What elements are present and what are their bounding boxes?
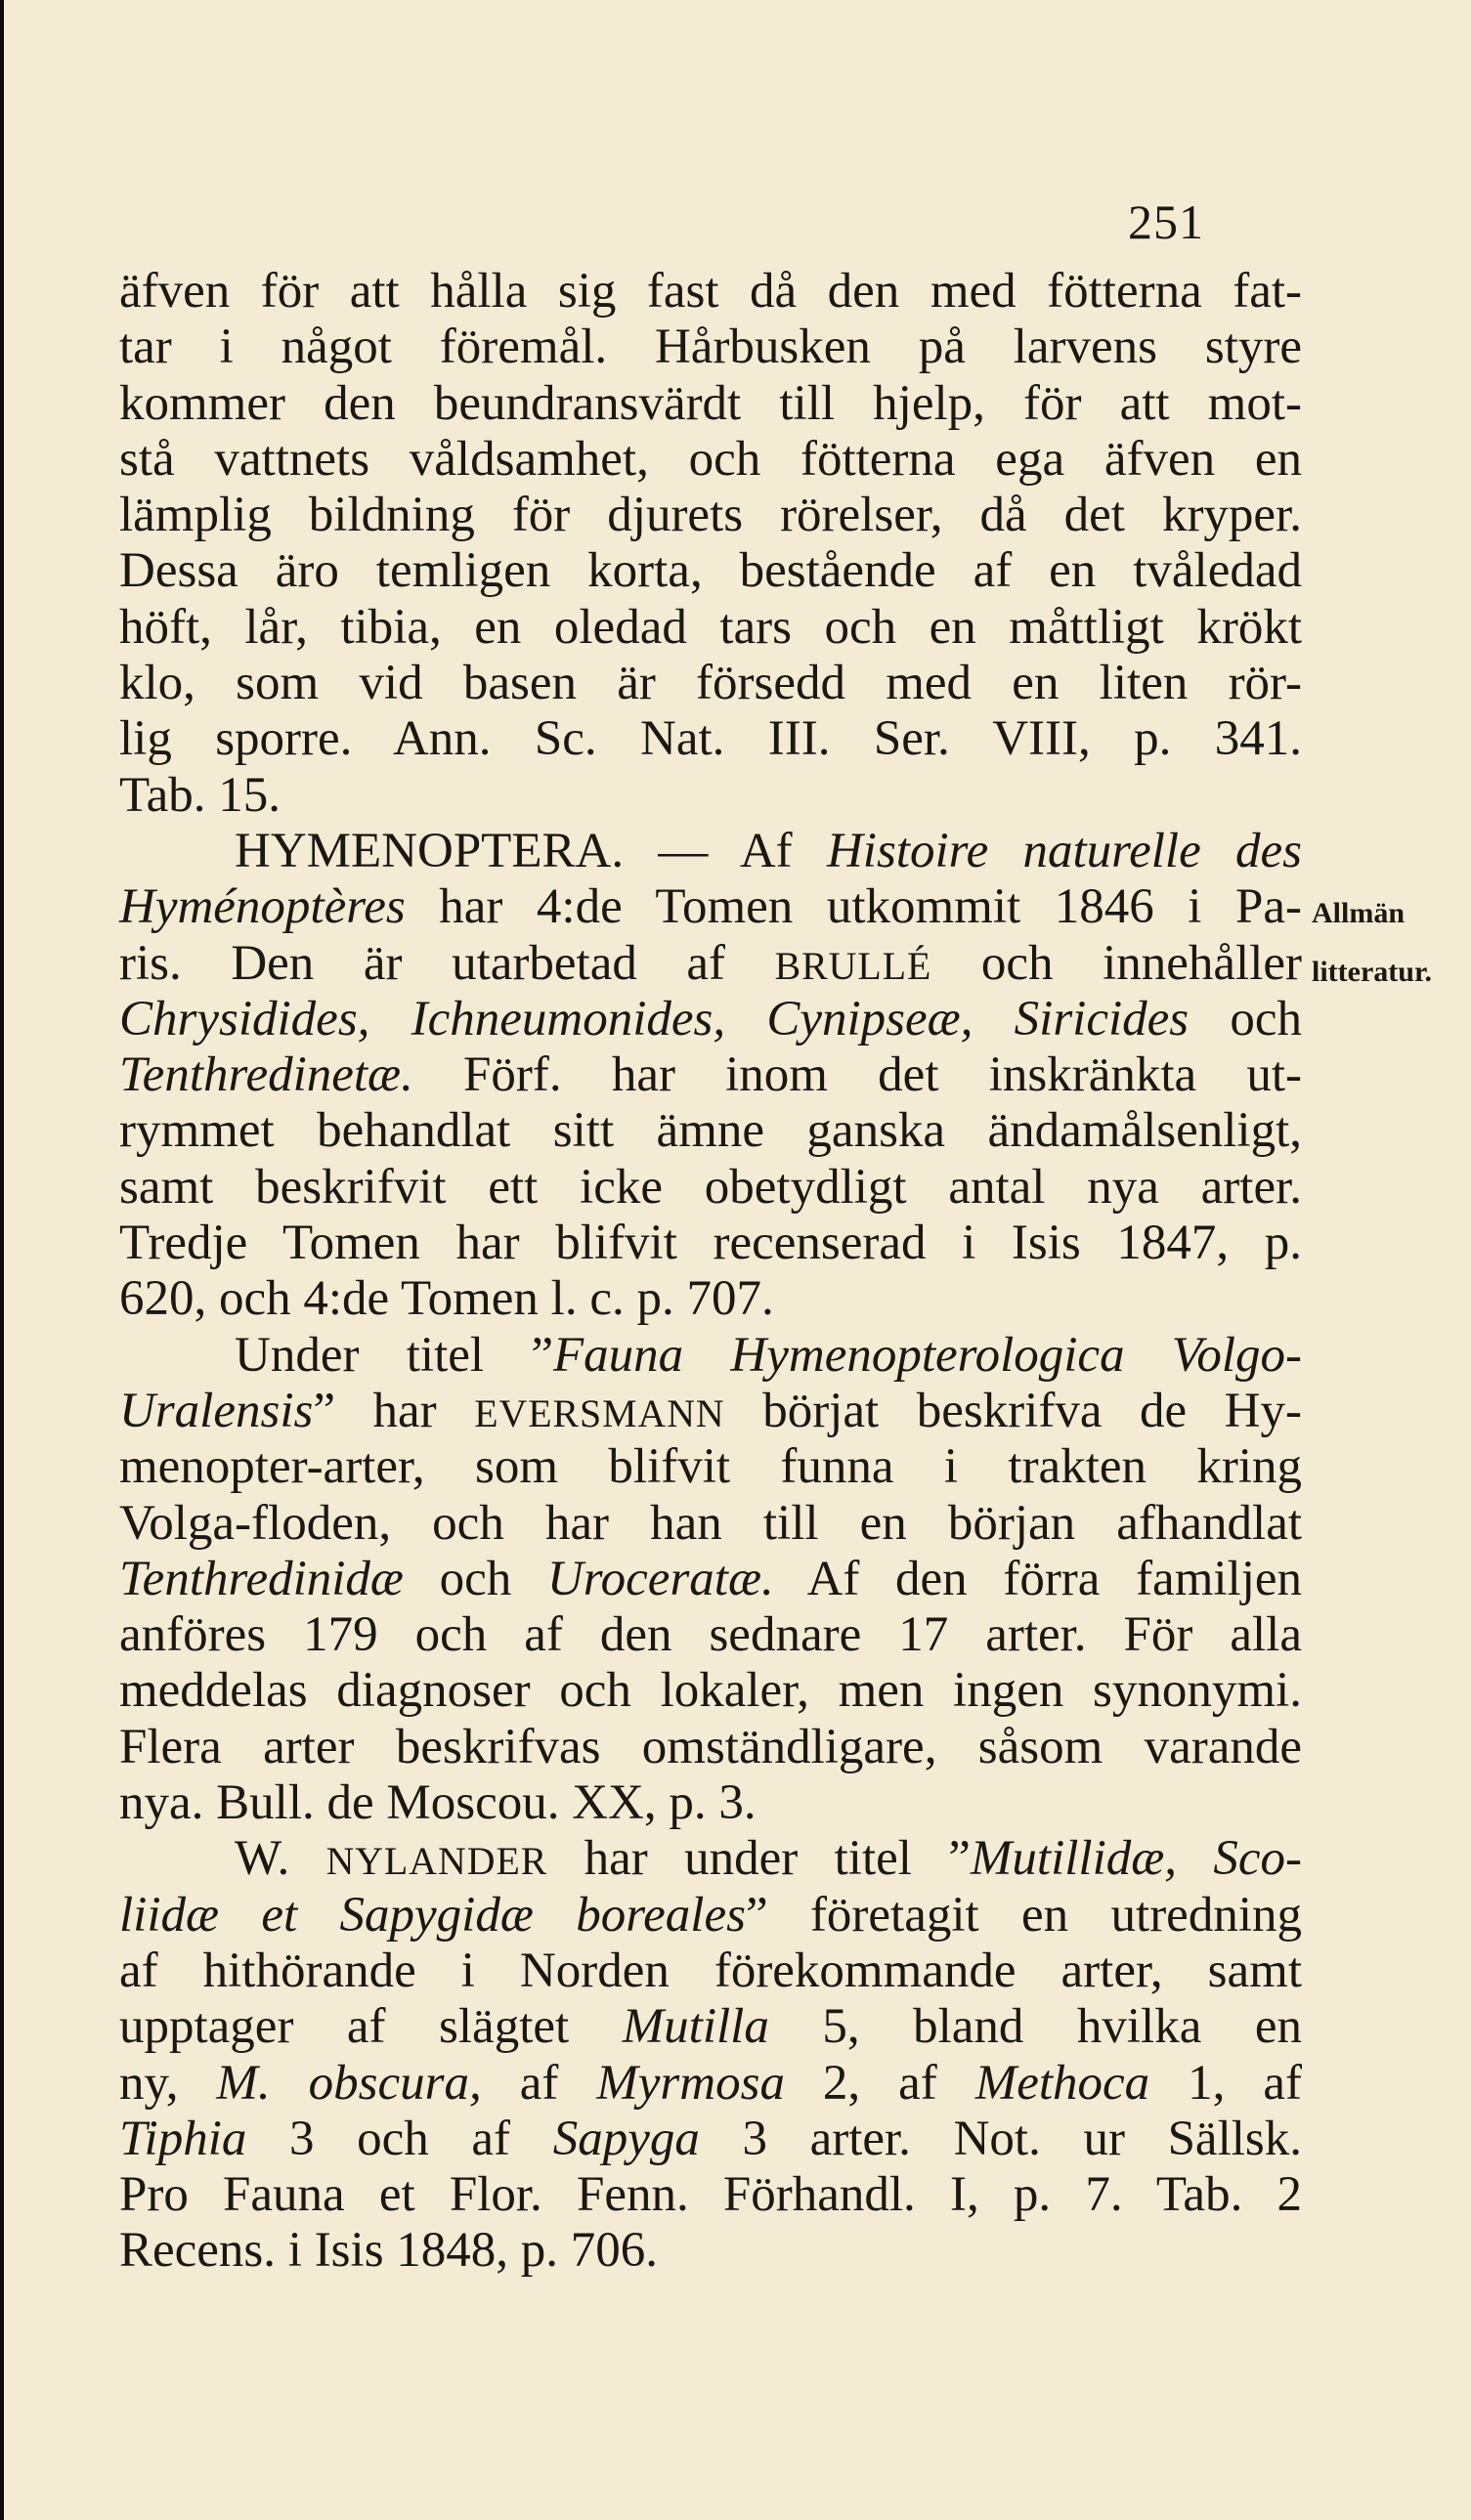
text-line — [119, 432, 1302, 488]
text-span: ” företagit en utredning — [745, 1887, 1302, 1943]
text-line — [119, 992, 1302, 1047]
text-line — [119, 879, 1302, 935]
text-span: Dessa äro temligen korta, bestående af en tvåledad — [119, 543, 1302, 599]
text-span: Volga-floden, och har han till en början afhandlat — [119, 1495, 1302, 1551]
text-line — [119, 936, 1302, 992]
italic-text: liidæ et Sapygidæ boreales — [119, 1887, 746, 1943]
author-name: NYLANDER — [325, 1840, 548, 1884]
text-span: 5, bland hvilka en — [768, 1999, 1302, 2055]
text-line — [119, 1047, 1302, 1103]
text-line — [119, 1328, 1302, 1384]
text-line — [119, 2167, 1302, 2223]
text-line — [119, 1271, 1302, 1327]
text-span: menopter-arter, som blifvit funna i trakten kring — [119, 1439, 1302, 1495]
text-span: Pro Fauna et Flor. Fenn. Förhandl. I, p. 7. Tab. 2 — [119, 2167, 1302, 2223]
text-span: 620, och 4:de Tomen l. c. p. 707. — [119, 1271, 774, 1327]
text-line — [119, 1216, 1302, 1271]
text-line — [119, 1888, 1302, 1943]
text-span: samt beskrifvit ett icke obetydligt antal nya arter. — [119, 1159, 1302, 1215]
body-text — [119, 264, 1302, 2280]
author-name: BRULLÉ — [774, 944, 932, 988]
text-line — [119, 1496, 1302, 1552]
text-span: lig sporre. Ann. Sc. Nat. III. Ser. VIII, p. 341. — [119, 711, 1302, 767]
italic-text: Tiphia — [119, 2111, 247, 2166]
text-span: af hithörande i Norden förekommande arter, samt — [119, 1943, 1302, 1998]
text-span: Af den förra familjen — [773, 1551, 1303, 1606]
text-line — [119, 824, 1302, 879]
page-number: 251 — [1128, 194, 1204, 249]
text-line — [119, 1103, 1302, 1159]
text-line — [119, 768, 1302, 824]
italic-text: Uroceratæ. — [546, 1551, 774, 1606]
text-span: ny, — [119, 2055, 217, 2111]
text-line — [119, 1943, 1302, 1999]
text-span: kommer den beundransvärdt till hjelp, för att mot- — [119, 375, 1302, 431]
text-span: och — [403, 1551, 547, 1606]
italic-text: Histoire naturelle des — [826, 823, 1302, 878]
text-span: anföres 179 och af den sednare 17 arter. För alla — [119, 1607, 1302, 1663]
italic-text: Uralensis — [119, 1383, 314, 1438]
text-line — [119, 1663, 1302, 1719]
text-span: ris. Den är utarbetad af — [119, 935, 775, 991]
book-page — [4, 0, 1471, 2520]
margin-note-line: Allmän — [1312, 897, 1406, 929]
text-span: stå vattnets våldsamhet, och fötterna ega äfven en — [119, 431, 1302, 487]
text-span: ” har — [313, 1383, 475, 1438]
text-span: Förf. har inom det inskränkta ut- — [412, 1047, 1302, 1103]
margin-note — [1312, 884, 1432, 1002]
text-span: Flera arter beskrifvas omständligare, såsom varande — [119, 1719, 1302, 1774]
text-line — [119, 600, 1302, 656]
text-span: äfven för att hålla sig fast då den med fötterna fat- — [119, 264, 1302, 319]
text-line — [119, 2112, 1302, 2167]
text-line — [119, 2056, 1302, 2112]
italic-text: Sapyga — [552, 2111, 700, 2166]
text-line — [119, 1160, 1302, 1216]
italic-text: Mutilla — [622, 1999, 769, 2055]
text-line — [119, 1775, 1302, 1831]
text-span: af — [481, 2055, 597, 2111]
text-line — [119, 2223, 1302, 2279]
text-span: 3 arter. Not. ur Sällsk. — [699, 2111, 1303, 2166]
text-line — [119, 320, 1302, 375]
text-line — [119, 543, 1302, 599]
text-span: Tab. 15. — [119, 767, 281, 823]
text-span: 2, af — [784, 2055, 975, 2111]
text-span: klo, som vid basen är försedd med en liten rör- — [119, 656, 1302, 711]
text-span: har 4:de Tomen utkommit 1846 i Pa- — [405, 879, 1302, 935]
text-line — [119, 1720, 1302, 1775]
text-span: höft, lår, tibia, en oledad tars och en måttligt krökt — [119, 599, 1302, 655]
text-span: har under titel ” — [547, 1831, 971, 1887]
text-span: och innehåller — [931, 935, 1302, 991]
text-line — [119, 1999, 1302, 2055]
text-span: nya. Bull. de Moscou. XX, p. 3. — [119, 1775, 757, 1831]
author-name: EVERSMANN — [474, 1391, 725, 1435]
italic-text: Myrmosa — [596, 2055, 785, 2111]
italic-text: Hyménoptères — [119, 879, 406, 935]
text-line — [119, 711, 1302, 767]
margin-note-line: litteratur. — [1312, 956, 1433, 988]
text-line — [119, 1384, 1302, 1439]
text-span: HYMENOPTERA. — Af — [235, 823, 827, 878]
text-line — [119, 656, 1302, 711]
text-span: W. — [235, 1831, 326, 1887]
text-line — [119, 1607, 1302, 1663]
text-span: och — [1189, 991, 1302, 1046]
italic-text: Mutillidæ, Sco- — [970, 1831, 1302, 1887]
text-span: upptager af slägtet — [119, 1999, 623, 2055]
text-span: 1, af — [1149, 2055, 1303, 2111]
italic-text: M. obscura, — [216, 2055, 482, 2111]
text-span: lämplig bildning för djurets rörelser, då det kryper. — [119, 488, 1302, 543]
italic-text: Tenthredinidæ — [119, 1551, 404, 1606]
italic-text: Fauna Hymenopterologica Volgo- — [552, 1327, 1302, 1383]
italic-text: Chrysidides, Ichneumonides, Cynipseæ, Siricides — [119, 991, 1190, 1046]
text-line — [119, 1439, 1302, 1495]
text-line — [119, 488, 1302, 543]
text-span: Tredje Tomen har blifvit recenserad i Isis 1847, p. — [119, 1216, 1302, 1271]
text-span: börjat beskrifva de Hy- — [724, 1383, 1302, 1438]
text-span: Recens. i Isis 1848, p. 706. — [119, 2223, 659, 2279]
text-span: Under titel ” — [235, 1327, 553, 1383]
text-line — [119, 264, 1302, 320]
italic-text: Tenthredinetæ. — [119, 1047, 413, 1103]
italic-text: Methoca — [974, 2055, 1150, 2111]
text-line — [119, 1552, 1302, 1607]
text-line — [119, 376, 1302, 432]
text-line — [119, 1831, 1302, 1887]
text-span: meddelas diagnoser och lokaler, men ingen synonymi. — [119, 1663, 1302, 1719]
text-span: rymmet behandlat sitt ämne ganska ändamålsenligt, — [119, 1103, 1302, 1159]
text-span: 3 och af — [246, 2111, 553, 2166]
text-span: tar i något föremål. Hårbusken på larvens styre — [119, 320, 1302, 375]
